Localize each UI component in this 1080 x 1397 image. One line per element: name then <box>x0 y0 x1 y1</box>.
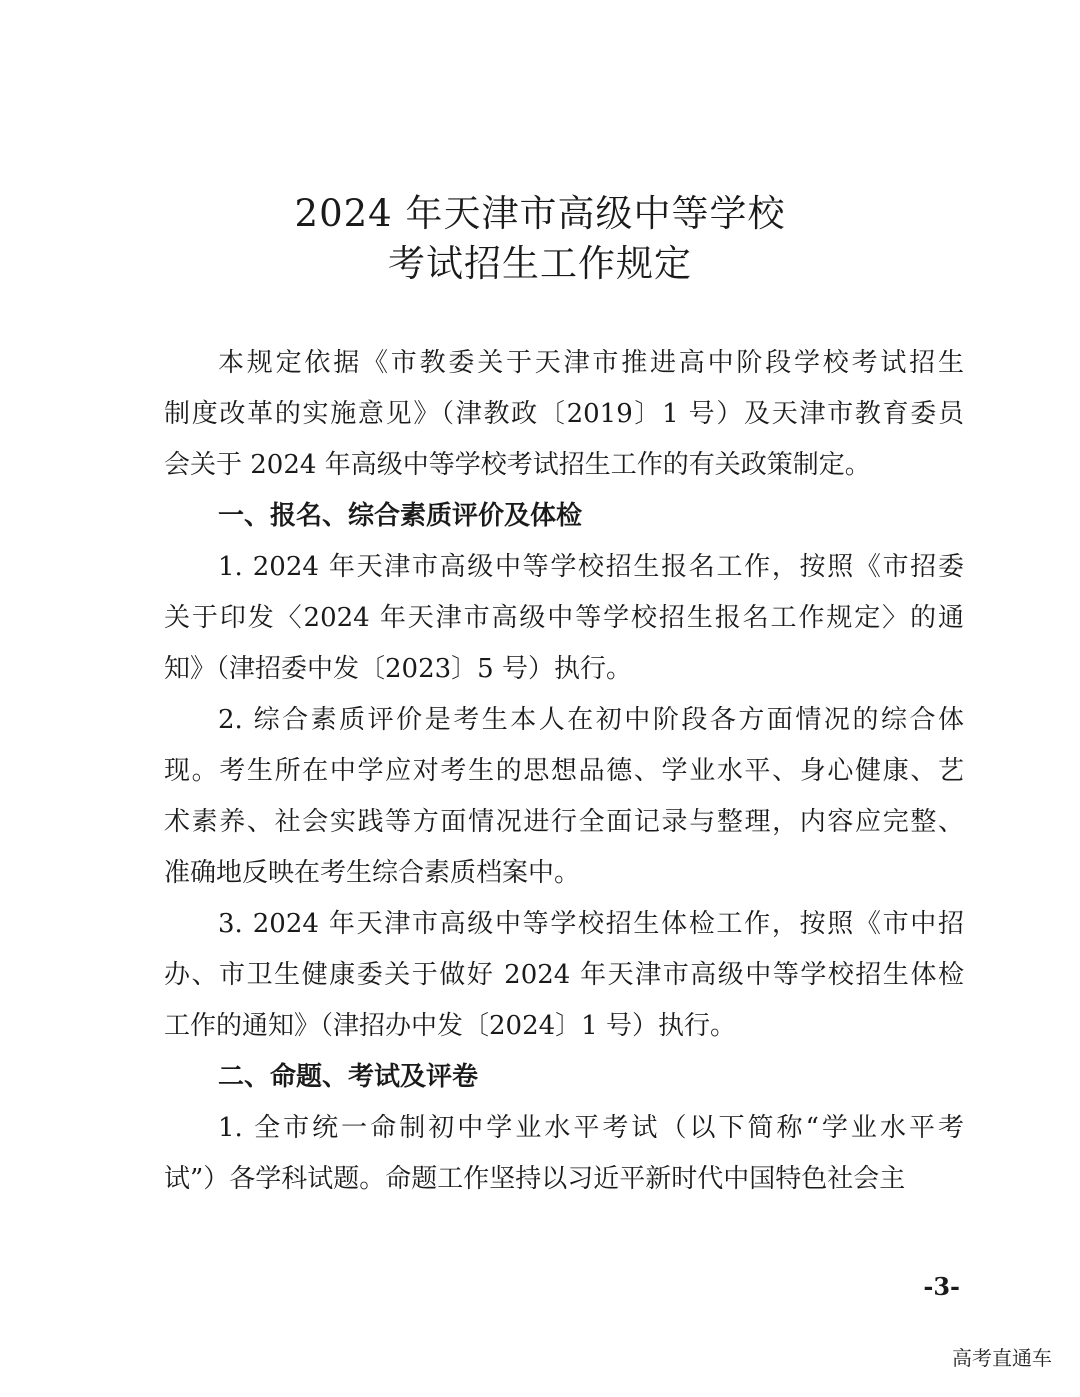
paragraph-line: 会关于 2024 年高级中等学校考试招生工作的有关政策制定。 <box>164 450 871 480</box>
paragraph-line: 试”）各学科试题。命题工作坚持以习近平新时代中国特色社会主 <box>164 1164 906 1194</box>
paragraph-line: 1. 全市统一命制初中学业水平考试（以下简称“学业水平考 <box>218 1113 964 1143</box>
document-body <box>164 338 964 1205</box>
paragraph-line: 现。考生所在中学应对考生的思想品德、学业水平、身心健康、艺 <box>164 756 964 786</box>
paragraph-line: 1. 2024 年天津市高级中等学校招生报名工作，按照《市招委 <box>218 552 964 582</box>
paragraph-line: 制度改革的实施意见》（津教政〔2019〕1 号）及天津市教育委员 <box>164 399 964 429</box>
paragraph-line: 知》（津招委中发〔2023〕5 号）执行。 <box>164 654 632 684</box>
paragraph-line: 关于印发〈2024 年天津市高级中等学校招生报名工作规定〉的通 <box>164 603 964 633</box>
paragraph-line: 3. 2024 年天津市高级中等学校招生体检工作，按照《市中招 <box>218 909 964 939</box>
section-heading: 一、报名、综合素质评价及体检 <box>218 501 583 531</box>
page-number: -3- <box>923 1272 960 1301</box>
paragraph-line: 准确地反映在考生综合素质档案中。 <box>164 858 581 888</box>
paragraph-line: 工作的通知》（津招办中发〔2024〕1 号）执行。 <box>164 1011 736 1041</box>
paragraph-line: 办、市卫生健康委关于做好 2024 年天津市高级中等学校招生体检 <box>164 960 964 990</box>
paragraph-line: 2. 综合素质评价是考生本人在初中阶段各方面情况的综合体 <box>218 705 964 735</box>
document-title-line-2: 考试招生工作规定 <box>388 242 692 285</box>
document-title-line-1: 2024 年天津市高级中等学校 <box>294 192 786 235</box>
paragraph-line: 本规定依据《市教委关于天津市推进高中阶段学校考试招生 <box>218 348 964 378</box>
section-heading: 二、命题、考试及评卷 <box>218 1062 479 1092</box>
watermark-text: 高考直通车 <box>952 1346 1052 1370</box>
paragraph-line: 术素养、社会实践等方面情况进行全面记录与整理，内容应完整、 <box>164 807 964 837</box>
